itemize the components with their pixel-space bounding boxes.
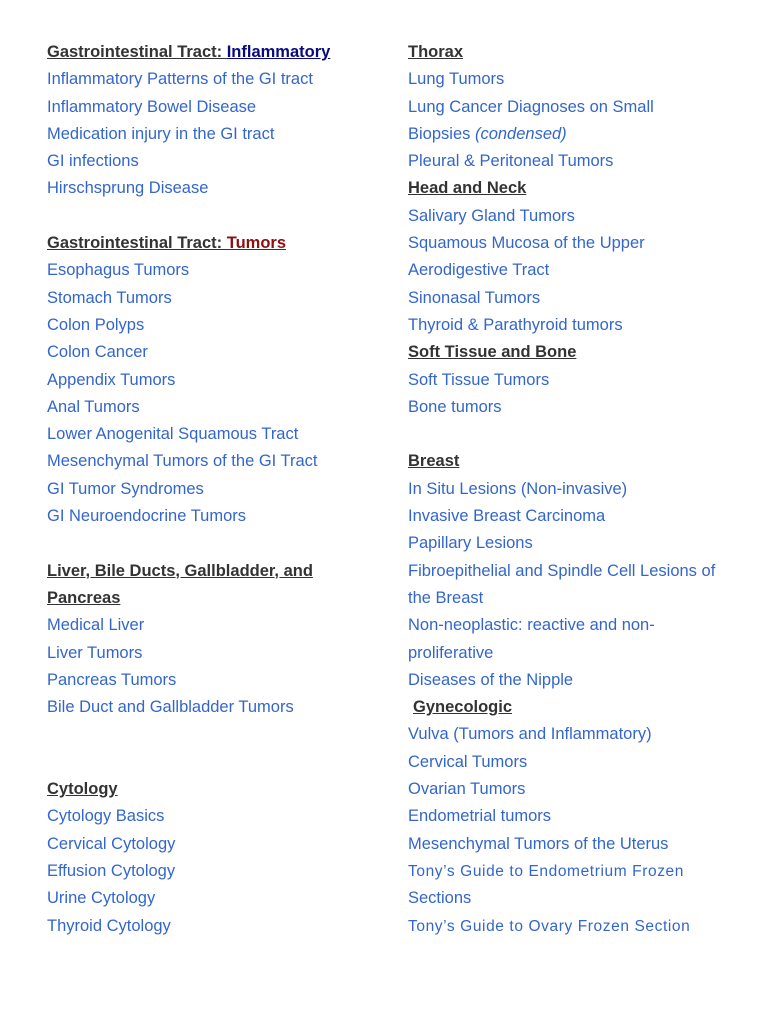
gi-tumors-heading [47, 230, 377, 257]
link-item[interactable]: GI infections [47, 152, 139, 171]
spacer [47, 749, 377, 776]
link-item[interactable]: Cervical Tumors [408, 752, 528, 771]
link-item[interactable]: GI Tumor Syndromes [47, 479, 204, 498]
link-item[interactable]: Ovarian Tumors [408, 780, 526, 799]
link-item[interactable]: Medical Liver [47, 616, 145, 635]
link-item[interactable]: Cervical Cytology [47, 834, 176, 853]
link-item[interactable]: Inflammatory Patterns of the GI tract [47, 70, 313, 89]
tony-endometrium-link[interactable]: Tony’s Guide to Endometrium Frozen [408, 862, 684, 880]
link-item[interactable]: Bone tumors [408, 397, 502, 416]
link-item[interactable]: Anal Tumors [47, 397, 140, 416]
link-item[interactable]: In Situ Lesions (Non-invasive) [408, 479, 628, 498]
liver-heading-line1: Liver, Bile Ducts, Gallbladder, and [47, 561, 313, 580]
link-item[interactable]: Non-neoplastic: reactive and non- [408, 616, 655, 635]
link-item[interactable]: Endometrial tumors [408, 807, 552, 826]
link-item[interactable]: Salivary Gland Tumors [408, 206, 575, 225]
link-item[interactable]: Appendix Tumors [47, 370, 176, 389]
gi-inflammatory-heading-prefix: Gastrointestinal Tract: [47, 43, 227, 61]
thorax-heading: Thorax [408, 43, 464, 61]
link-item[interactable]: Mesenchymal Tumors of the Uterus [408, 834, 669, 853]
spacer [47, 721, 377, 748]
link-item[interactable]: Papillary Lesions [408, 534, 533, 553]
link-item[interactable]: Thyroid & Parathyroid tumors [408, 315, 623, 334]
link-item[interactable]: Aerodigestive Tract [408, 261, 550, 280]
link-item[interactable]: Colon Cancer [47, 343, 148, 362]
link-item[interactable]: Lower Anogenital Squamous Tract [47, 425, 299, 444]
link-item[interactable]: the Breast [408, 588, 484, 607]
link-item[interactable]: Squamous Mucosa of the Upper [408, 234, 645, 253]
gi-tumors-heading-prefix: Gastrointestinal Tract: [47, 234, 227, 253]
link-item[interactable]: Lung Tumors [408, 70, 505, 89]
link-item[interactable]: Colon Polyps [47, 315, 145, 334]
link-item[interactable]: Effusion Cytology [47, 861, 176, 880]
gyn-heading-row [408, 694, 738, 721]
gi-tumors-heading-highlight: Tumors [226, 234, 286, 253]
link-item[interactable]: Invasive Breast Carcinoma [408, 507, 606, 526]
condensed-text: (condensed) [474, 124, 567, 143]
link-item[interactable]: Urine Cytology [47, 889, 156, 908]
right-column [408, 39, 738, 940]
link-item[interactable]: Lung Cancer Diagnoses on Small [408, 97, 654, 116]
link-item[interactable]: GI Neuroendocrine Tumors [47, 507, 247, 526]
spacer [408, 421, 738, 448]
link-item[interactable]: Medication injury in the GI tract [47, 124, 275, 143]
tony-endometrium-link-cont[interactable]: Sections [408, 889, 472, 908]
link-item[interactable]: Pancreas Tumors [47, 670, 177, 689]
soft-tissue-heading: Soft Tissue and Bone [408, 343, 577, 362]
gi-inflammatory-heading-highlight: Inflammatory [226, 43, 331, 61]
link-item[interactable]: Vulva (Tumors and Inflammatory) [408, 725, 652, 744]
head-neck-heading: Head and Neck [408, 179, 527, 198]
link-item[interactable]: Bile Duct and Gallbladder Tumors [47, 698, 294, 717]
liver-heading-line2: Pancreas [47, 588, 121, 607]
link-item[interactable]: proliferative [408, 643, 494, 662]
gi-inflammatory-heading [47, 39, 377, 66]
spacer [47, 203, 377, 230]
link-item[interactable]: Hirschsprung Disease [47, 179, 209, 198]
gyn-heading: Gynecologic [413, 698, 513, 717]
link-item[interactable]: Stomach Tumors [47, 288, 172, 307]
link-item[interactable]: Pleural & Peritoneal Tumors [408, 152, 614, 171]
link-item[interactable]: Thyroid Cytology [47, 916, 171, 935]
link-item[interactable]: Diseases of the Nipple [408, 670, 574, 689]
biopsies-link[interactable] [408, 121, 738, 148]
breast-heading: Breast [408, 452, 460, 471]
link-item[interactable]: Esophagus Tumors [47, 261, 190, 280]
link-item[interactable]: Inflammatory Bowel Disease [47, 97, 257, 116]
link-item[interactable]: Cytology Basics [47, 807, 165, 826]
tony-ovary-link[interactable]: Tony’s Guide to Ovary Frozen Section [408, 917, 691, 935]
link-item[interactable]: Sinonasal Tumors [408, 288, 541, 307]
link-item[interactable]: Soft Tissue Tumors [408, 370, 550, 389]
cytology-heading: Cytology [47, 780, 118, 799]
link-item[interactable]: Mesenchymal Tumors of the GI Tract [47, 452, 318, 471]
left-column [47, 39, 377, 940]
link-item[interactable]: Fibroepithelial and Spindle Cell Lesions of [408, 561, 716, 580]
biopsies-text: Biopsies [408, 124, 475, 143]
spacer [47, 530, 377, 557]
link-item[interactable]: Liver Tumors [47, 643, 143, 662]
